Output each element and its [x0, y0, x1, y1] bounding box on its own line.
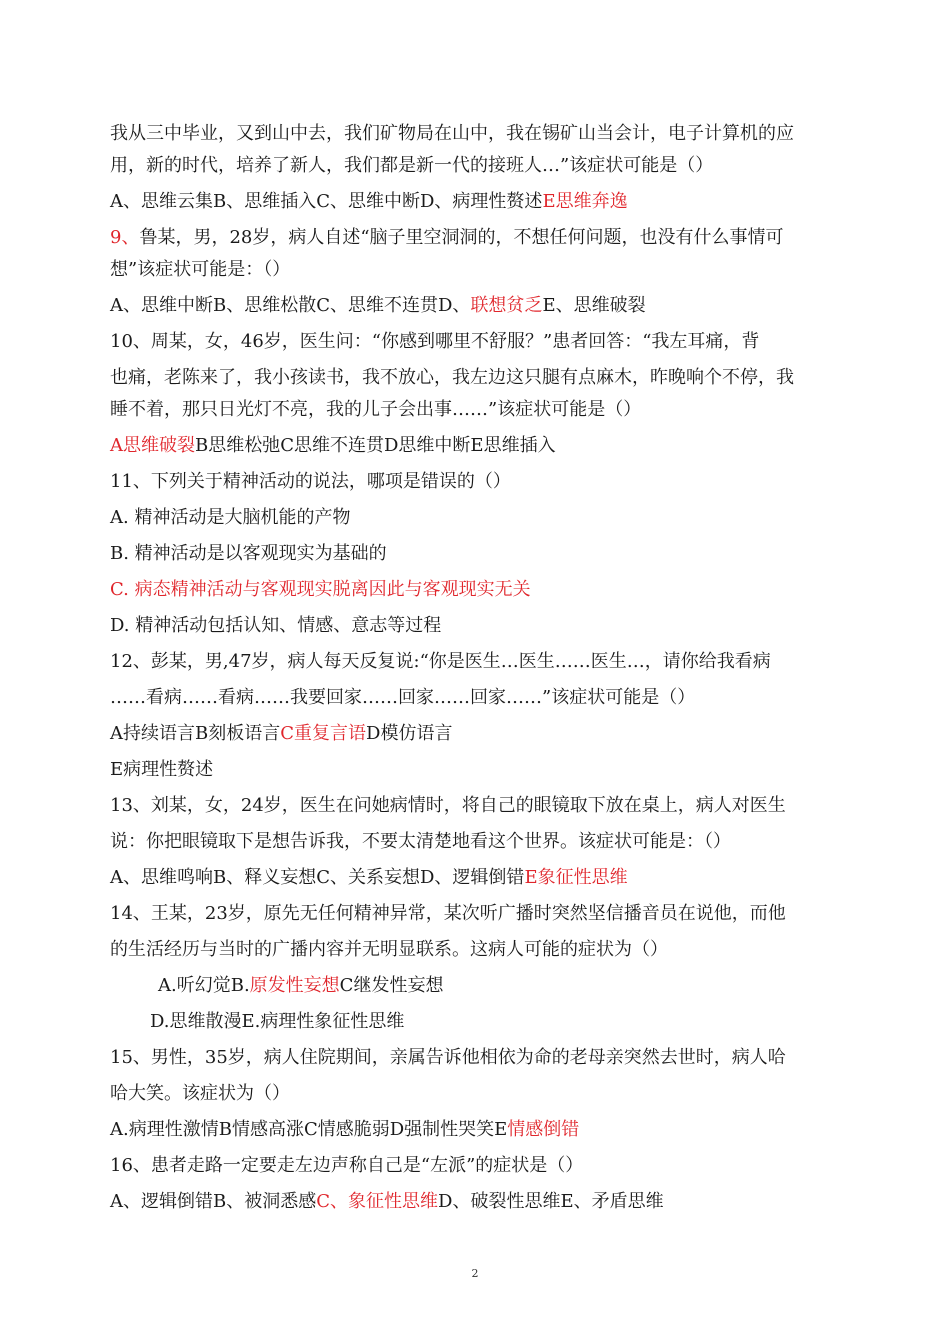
text-segment: 10、周某，女，46岁，医生问：“你感到哪里不舒服？”患者回答：“我左耳痛，背: [110, 331, 760, 352]
text-segment: E、思维破裂: [542, 295, 646, 316]
text-line: [110, 1046, 786, 1070]
answer-highlight: C. 病态精神活动与客观现实脱离因此与客观现实无关: [110, 579, 531, 600]
text-segment: 11、下列关于精神活动的说法，哪项是错误的（）: [110, 471, 511, 492]
text-line: [150, 1010, 404, 1034]
answer-highlight: 情感倒错: [507, 1119, 580, 1140]
text-segment: A.病理性激情B情感高涨C情感脆弱D强制性哭笑E: [110, 1119, 508, 1140]
text-segment: A. 精神活动是大脑机能的产物: [110, 507, 351, 528]
text-segment: E病理性赘述: [110, 759, 214, 780]
text-line: [110, 398, 641, 422]
text-line: [110, 366, 794, 390]
text-segment: 说：你把眼镜取下是想告诉我，不要太清楚地看这个世界。该症状可能是：（）: [110, 831, 731, 852]
text-line: [110, 938, 668, 962]
text-segment: D模仿语言: [366, 723, 453, 744]
text-line: [110, 830, 731, 854]
answer-highlight: E象征性思维: [524, 867, 628, 888]
answer-highlight: C重复言语: [280, 723, 367, 744]
text-line: [110, 470, 511, 494]
text-line: [110, 258, 290, 282]
text-line: [110, 794, 786, 818]
text-segment: 用，新的时代，培养了新人，我们都是新一代的接班人…”该症状可能是（）: [110, 155, 714, 176]
text-segment: A、思维云集B、思维插入C、思维中断D、病理性赘述: [110, 191, 543, 212]
text-segment: 15、男性，35岁，病人住院期间，亲属告诉他相依为命的老母亲突然去世时，病人哈: [110, 1047, 786, 1068]
answer-highlight: C、象征性思维: [316, 1191, 439, 1212]
answer-highlight: A思维破裂: [110, 435, 195, 456]
text-line: [110, 866, 628, 890]
text-segment: ……看病……看病……我要回家……回家……回家……”该症状可能是（）: [110, 687, 696, 708]
text-segment: 想”该症状可能是：（）: [110, 259, 291, 280]
text-segment: 13、刘某，女，24岁，医生在问她病情时，将自己的眼镜取下放在桌上，病人对医生: [110, 795, 786, 816]
text-line: [110, 294, 646, 318]
answer-highlight: 联想贫乏: [470, 295, 543, 316]
text-line: [110, 722, 452, 746]
text-line: [110, 506, 350, 530]
text-segment: D. 精神活动包括认知、情感、意志等过程: [110, 615, 442, 636]
text-segment: A、思维中断B、思维松散C、思维不连贯D、: [110, 295, 471, 316]
text-segment: 的生活经历与当时的广播内容并无明显联系。这病人可能的症状为（）: [110, 939, 668, 960]
answer-highlight: 9、: [110, 227, 140, 248]
text-segment: C继发性妄想: [339, 975, 444, 996]
answer-highlight: E思维奔逸: [542, 191, 628, 212]
text-line: [158, 974, 443, 998]
page-number: 2: [471, 1267, 479, 1280]
text-line: [110, 190, 628, 214]
text-segment: 睡不着，那只日光灯不亮，我的儿子会出事……”该症状可能是（）: [110, 399, 642, 420]
text-line: [110, 1082, 290, 1106]
text-segment: 我从三中毕业，又到山中去，我们矿物局在山中，我在锡矿山当会计，电子计算机的应: [110, 123, 794, 144]
text-segment: D、破裂性思维E、矛盾思维: [438, 1191, 664, 1212]
text-line: [110, 578, 531, 602]
text-segment: 也痛，老陈来了，我小孩读书，我不放心，我左边这只腿有点麻木，昨晚响个不停，我: [110, 367, 794, 388]
text-segment: A.听幻觉B.: [158, 975, 250, 996]
text-segment: 16、患者走路一定要走左边声称自己是“左派”的症状是（）: [110, 1155, 584, 1176]
text-line: [110, 226, 784, 250]
text-segment: 12、彭某，男,47岁，病人每天反复说:“你是医生…医生……医生…，请你给我看病: [110, 651, 771, 672]
text-line: [110, 122, 794, 146]
text-line: [110, 758, 213, 782]
text-line: [110, 1118, 579, 1142]
text-line: [110, 154, 713, 178]
text-segment: 鲁某，男，28岁，病人自述“脑子里空洞洞的，不想任何问题，也没有什么事情可: [139, 227, 784, 248]
text-line: [110, 650, 771, 674]
text-line: [110, 614, 441, 638]
text-segment: B. 精神活动是以客观现实为基础的: [110, 543, 387, 564]
text-segment: A、逻辑倒错B、被洞悉感: [110, 1191, 317, 1212]
answer-highlight: 原发性妄想: [249, 975, 340, 996]
text-segment: 14、王某，23岁，原先无任何精神异常，某次听广播时突然坚信播音员在说他，而他: [110, 903, 786, 924]
text-line: [110, 542, 387, 566]
text-segment: D.思维散漫E.病理性象征性思维: [150, 1011, 405, 1032]
text-segment: B思维松弛C思维不连贯D思维中断E思维插入: [195, 435, 556, 456]
text-segment: 哈大笑。该症状为（）: [110, 1083, 290, 1104]
text-line: [110, 434, 556, 458]
text-segment: A、思维鸣响B、释义妄想C、关系妄想D、逻辑倒错: [110, 867, 525, 888]
text-line: [110, 330, 759, 354]
text-line: [110, 1154, 583, 1178]
text-line: [110, 1190, 664, 1214]
text-segment: A持续语言B刻板语言: [110, 723, 281, 744]
text-line: [110, 902, 786, 926]
text-line: [110, 686, 695, 710]
